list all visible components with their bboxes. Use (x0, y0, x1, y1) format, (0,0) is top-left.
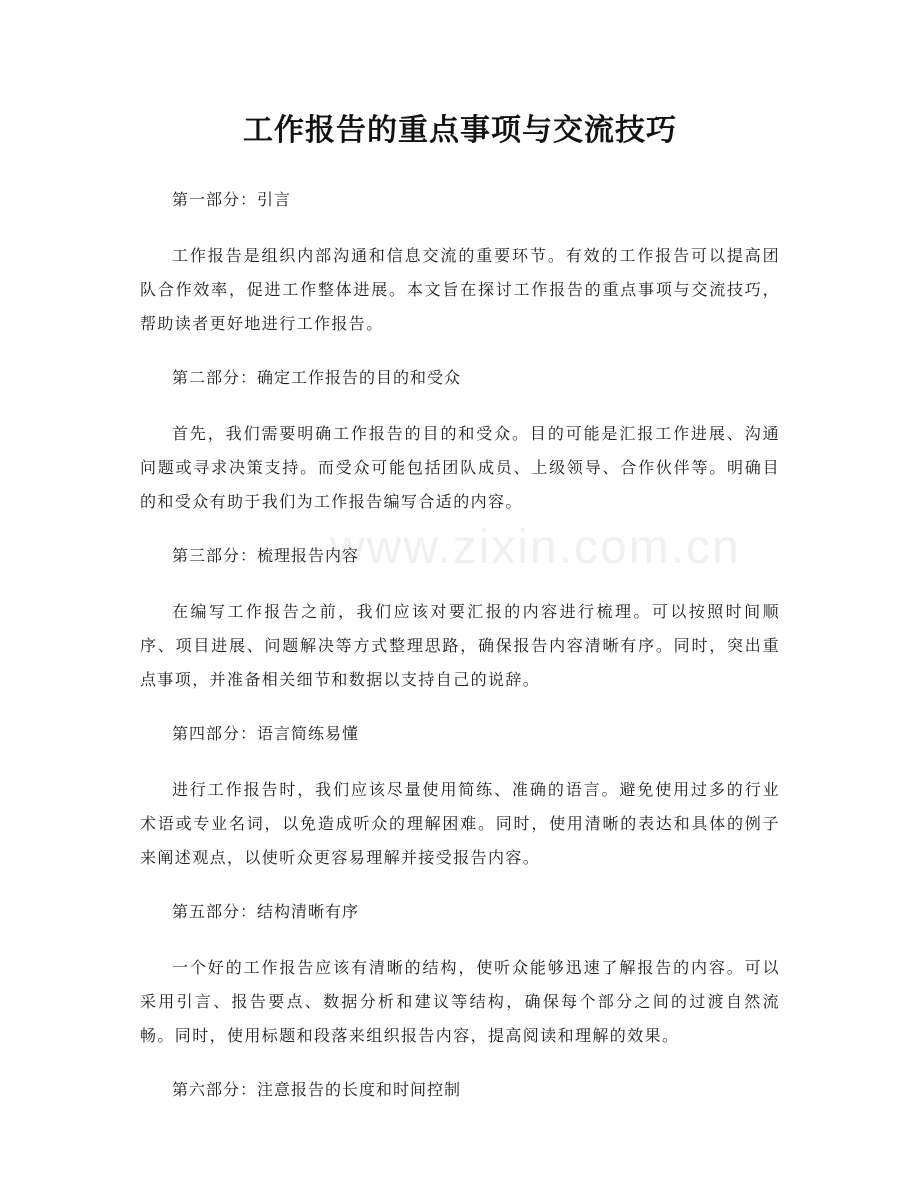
section-paragraph-3: 在编写工作报告之前，我们应该对要汇报的内容进行梳理。可以按照时间顺序、项目进展、问题解决等方式整理思路，确保报告内容清晰有序。同时，突出重点事项，并准备相关细节和数据以支持自己的说辞。 (140, 602, 780, 689)
section-paragraph-1: 工作报告是组织内部沟通和信息交流的重要环节。有效的工作报告可以提高团队合作效率，促进工作整体进展。本文旨在探讨工作报告的重点事项与交流技巧，帮助读者更好地进行工作报告。 (140, 246, 780, 333)
section-heading-5: 第五部分：结构清晰有序 (172, 902, 360, 921)
document-title: 工作报告的重点事项与交流技巧 (243, 113, 677, 148)
section-paragraph-4: 进行工作报告时，我们应该尽量使用简练、准确的语言。避免使用过多的行业术语或专业名词，以免造成听众的理解困难。同时，使用清晰的表达和具体的例子来阐述观点，以使听众更容易理解并接受报告内容。 (140, 780, 780, 867)
section-heading-4: 第四部分：语言简练易懂 (172, 724, 360, 743)
document-body (140, 183, 780, 1107)
section-heading-3: 第三部分：梳理报告内容 (172, 546, 360, 565)
watermark: www.zixin.com.cn (330, 521, 741, 574)
section-heading-1: 第一部分：引言 (172, 190, 292, 209)
section-paragraph-2: 首先，我们需要明确工作报告的目的和受众。目的可能是汇报工作进展、沟通问题或寻求决策支持。而受众可能包括团队成员、上级领导、合作伙伴等。明确目的和受众有助于我们为工作报告编写合适的内容。 (140, 424, 780, 511)
section-heading-6: 第六部分：注意报告的长度和时间控制 (172, 1080, 462, 1099)
section-paragraph-5: 一个好的工作报告应该有清晰的结构，使听众能够迅速了解报告的内容。可以采用引言、报告要点、数据分析和建议等结构，确保每个部分之间的过渡自然流畅。同时，使用标题和段落来组织报告内容，提高阅读和理解的效果。 (140, 958, 780, 1045)
section-heading-2: 第二部分：确定工作报告的目的和受众 (172, 368, 462, 387)
